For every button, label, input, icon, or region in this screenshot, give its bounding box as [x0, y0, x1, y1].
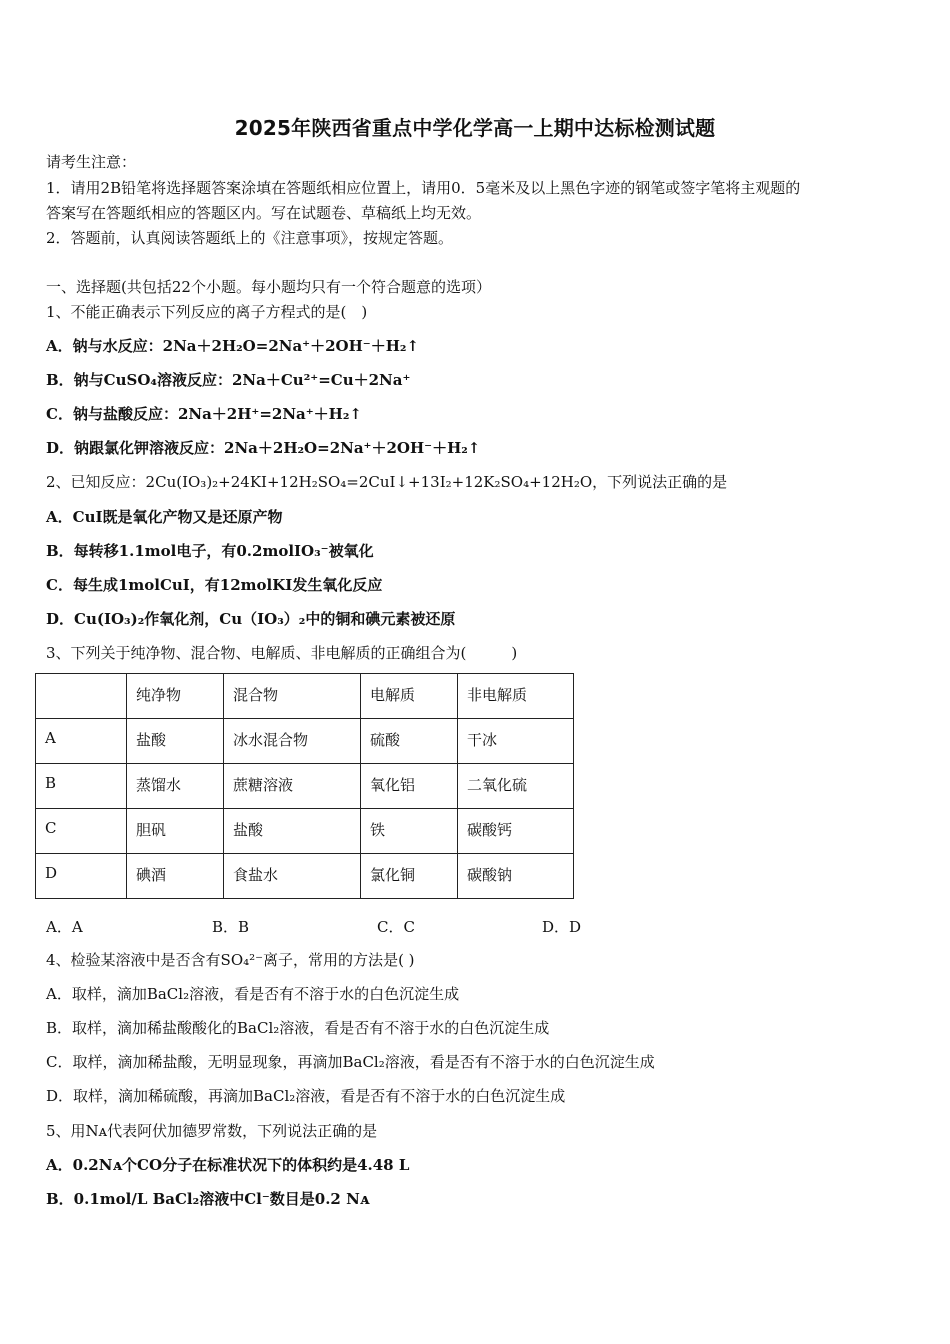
notice-item-2: 2．答题前，认真阅读答题纸上的《注意事项》，按规定答题。 [46, 229, 454, 247]
table-cell: 食盐水 [224, 854, 361, 899]
q3-option-c: C．C [377, 918, 415, 936]
table-cell: 碳酸钠 [458, 854, 574, 899]
table-header-row [36, 674, 574, 719]
table-cell: 盐酸 [224, 809, 361, 854]
table-cell: 冰水混合物 [224, 719, 361, 764]
q3-option-d: D．D [542, 918, 582, 936]
table-cell: B [36, 764, 127, 809]
table-cell: 氧化铝 [361, 764, 458, 809]
q4-option-a: A．取样，滴加BaCl₂溶液，看是否有不溶于水的白色沉淀生成 [46, 985, 460, 1003]
table-row [36, 809, 574, 854]
table-cell: 蒸馏水 [127, 764, 224, 809]
table-cell: 氯化铜 [361, 854, 458, 899]
table-cell: 胆矾 [127, 809, 224, 854]
table-row [36, 719, 574, 764]
q3-option-b: B．B [212, 918, 250, 936]
table-header-cell: 电解质 [361, 674, 458, 719]
q4-option-b: B．取样，滴加稀盐酸酸化的BaCl₂溶液，看是否有不溶于水的白色沉淀生成 [46, 1019, 550, 1037]
table-cell: 盐酸 [127, 719, 224, 764]
table-cell: C [36, 809, 127, 854]
table-cell: 碳酸钙 [458, 809, 574, 854]
notice-heading: 请考生注意： [46, 153, 137, 171]
table-header-cell: 混合物 [224, 674, 361, 719]
table-cell: 碘酒 [127, 854, 224, 899]
q1-option-c: C．钠与盐酸反应：2Na＋2H⁺=2Na⁺＋H₂↑ [46, 405, 362, 423]
table-row [36, 854, 574, 899]
q2-option-c: C．每生成1molCuI，有12molKI发生氧化反应 [46, 576, 383, 594]
table-cell [36, 674, 127, 719]
page-title: 2025年陕西省重点中学化学高一上期中达标检测试题 [234, 116, 716, 140]
table-cell: D [36, 854, 127, 899]
table-header-cell: 纯净物 [127, 674, 224, 719]
q2-option-a: A．CuI既是氧化产物又是还原产物 [46, 508, 283, 526]
table-cell: 铁 [361, 809, 458, 854]
table-row [36, 764, 574, 809]
q2-option-b: B．每转移1.1mol电子，有0.2molIO₃⁻被氧化 [46, 542, 374, 560]
table-cell: 二氧化硫 [458, 764, 574, 809]
q4-option-c: C．取样，滴加稀盐酸，无明显现象，再滴加BaCl₂溶液，看是否有不溶于水的白色沉淀生成 [46, 1053, 655, 1071]
q4-stem: 4、检验某溶液中是否含有SO₄²⁻离子，常用的方法是( ) [46, 951, 415, 969]
q5-option-a: A．0.2Nᴀ个CO分子在标准状况下的体积约是4.48 L [46, 1156, 410, 1174]
table-cell: 蔗糖溶液 [224, 764, 361, 809]
q2-option-d: D．Cu(IO₃)₂作氧化剂，Cu（IO₃）₂中的铜和碘元素被还原 [46, 610, 456, 628]
q5-option-b: B．0.1mol/L BaCl₂溶液中Cl⁻数目是0.2 Nᴀ [46, 1190, 370, 1208]
table-cell: 干冰 [458, 719, 574, 764]
q1-option-b: B．钠与CuSO₄溶液反应：2Na＋Cu²⁺=Cu＋2Na⁺ [46, 371, 411, 389]
q3-stem: 3、下列关于纯净物、混合物、电解质、非电解质的正确组合为( ) [46, 644, 518, 662]
table-header-cell: 非电解质 [458, 674, 574, 719]
q3-table [35, 673, 574, 899]
q3-option-a: A．A [46, 918, 83, 936]
table-cell: A [36, 719, 127, 764]
q2-stem: 2、已知反应：2Cu(IO₃)₂+24KI+12H₂SO₄=2CuI↓+13I₂+12K₂SO₄+12H₂O，下列说法正确的是 [46, 473, 728, 491]
q5-stem: 5、用Nᴀ代表阿伏加德罗常数，下列说法正确的是 [46, 1122, 378, 1140]
q1-option-a: A．钠与水反应：2Na＋2H₂O=2Na⁺＋2OH⁻＋H₂↑ [46, 337, 420, 355]
section-heading: 一、选择题(共包括22个小题。每小题均只有一个符合题意的选项） [46, 278, 491, 296]
table-cell: 硫酸 [361, 719, 458, 764]
notice-item-1b: 答案写在答题纸相应的答题区内。写在试题卷、草稿纸上均无效。 [46, 204, 482, 222]
notice-item-1a: 1．请用2B铅笔将选择题答案涂填在答题纸相应位置上，请用0．5毫米及以上黑色字迹的钢笔或签字笔将主观题的 [46, 179, 801, 197]
q1-stem: 1、不能正确表示下列反应的离子方程式的是( ) [46, 303, 368, 321]
q4-option-d: D．取样，滴加稀硫酸，再滴加BaCl₂溶液，看是否有不溶于水的白色沉淀生成 [46, 1087, 566, 1105]
q1-option-d: D．钠跟氯化钾溶液反应：2Na＋2H₂O=2Na⁺＋2OH⁻＋H₂↑ [46, 439, 481, 457]
